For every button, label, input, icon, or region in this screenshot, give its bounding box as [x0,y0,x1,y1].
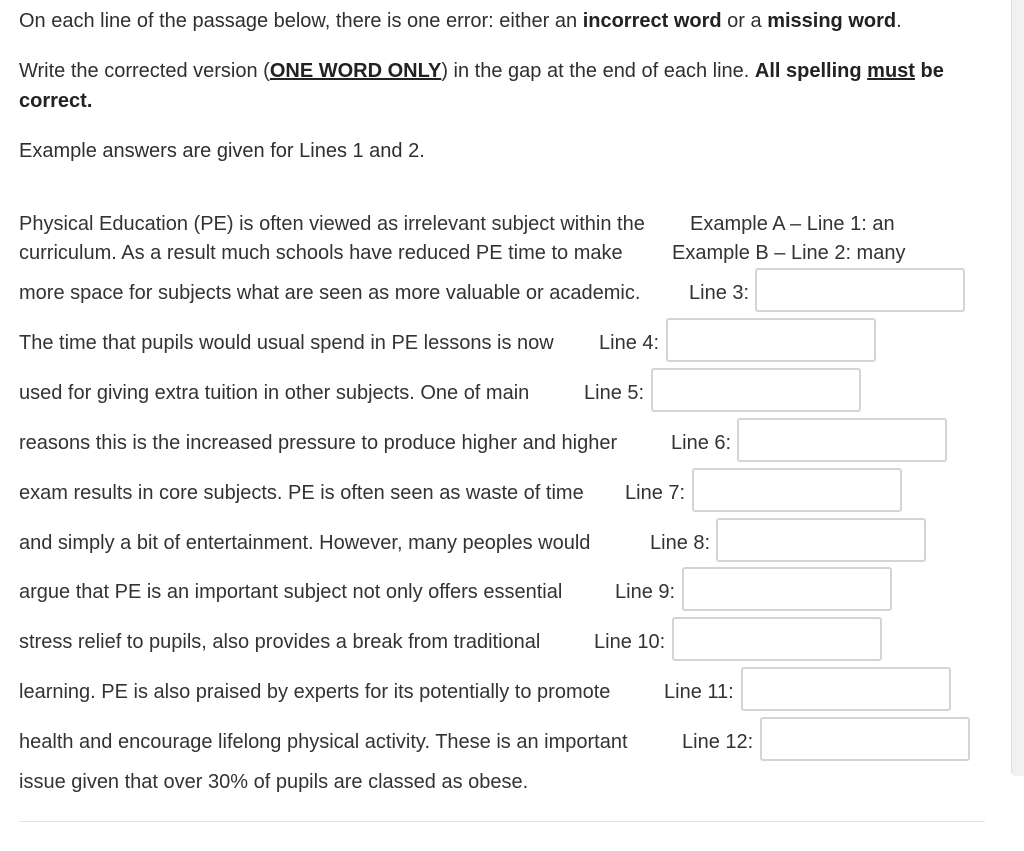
answer-box-line-4[interactable] [666,318,876,362]
passage-line-5: used for giving extra tuition in other subjects. One of main [19,382,530,404]
answer-input-line-9[interactable] [684,569,890,609]
answer-box-line-10[interactable] [672,617,882,661]
passage-line-8: and simply a bit of entertainment. However, many peoples would [19,532,591,554]
answer-label-line-8: Line 8: [650,532,711,554]
answer-input-line-4[interactable] [668,320,874,360]
answer-input-line-11[interactable] [743,669,949,709]
instruction-emphasis-one-word-only: ONE WORD ONLY [269,60,442,82]
passage-line-1: Physical Education (PE) is often viewed as irrelevant subject within the [19,213,645,235]
example-b: Example B – Line 2: many [672,242,906,264]
instruction-emphasis-correct: be correct. [19,60,944,112]
answer-input-line-5[interactable] [653,370,859,410]
answer-label-line-10: Line 10: [594,631,666,653]
instruction-line-3: Example answers are given for Lines 1 and 2. [19,140,425,162]
answer-box-line-7[interactable] [692,468,902,512]
answer-box-line-11[interactable] [741,667,951,711]
answer-box-line-12[interactable] [760,717,970,761]
passage-line-11: learning. PE is also praised by experts for its potentially to promote [19,681,611,703]
answer-input-line-7[interactable] [694,470,900,510]
instruction-line-1 [19,6,999,36]
passage-line-9: argue that PE is an important subject not only offers essential [19,581,563,603]
answer-box-line-9[interactable] [682,567,892,611]
instruction-emphasis-must: must [867,60,915,82]
answer-label-line-3: Line 3: [689,282,750,304]
passage-line-7: exam results in core subjects. PE is often seen as waste of time [19,482,584,504]
answer-label-line-11: Line 11: [664,681,734,703]
passage-line-4: The time that pupils would usual spend in PE lessons is now [19,332,554,354]
example-a: Example A – Line 1: an [690,213,895,235]
answer-label-line-4: Line 4: [599,332,660,354]
instruction-emphasis-missing-word: missing word [767,10,897,32]
answer-box-line-6[interactable] [737,418,947,462]
instruction-emphasis-incorrect-word: incorrect word [582,10,722,32]
answer-label-line-5: Line 5: [584,382,645,404]
answer-input-line-8[interactable] [718,520,924,560]
passage-line-10: stress relief to pupils, also provides a break from traditional [19,631,541,653]
instruction-text: . [896,10,902,32]
instruction-text: or a [721,10,768,32]
answer-input-line-10[interactable] [674,619,880,659]
answer-label-line-6: Line 6: [671,432,732,454]
answer-label-line-9: Line 9: [615,581,676,603]
answer-label-line-12: Line 12: [682,731,754,753]
answer-box-line-5[interactable] [651,368,861,412]
answer-label-line-7: Line 7: [625,482,686,504]
instruction-emphasis-spelling: All spelling [754,60,868,82]
passage-line-13: issue given that over 30% of pupils are classed as obese. [19,771,529,793]
passage-line-12: health and encourage lifelong physical activity. These is an important [19,731,628,753]
answer-box-line-8[interactable] [716,518,926,562]
answer-input-line-12[interactable] [762,719,968,759]
passage-line-2: curriculum. As a result much schools have reduced PE time to make [19,242,623,264]
instruction-text: On each line of the passage below, there is one error: either an [19,10,583,32]
instruction-text: Write the corrected version ( [19,60,270,82]
instruction-line-2 [19,56,994,116]
scrollbar[interactable] [1011,0,1024,776]
answer-box-line-3[interactable] [755,268,965,312]
answer-input-line-6[interactable] [739,420,945,460]
passage-line-3: more space for subjects what are seen as more valuable or academic. [19,282,641,304]
passage-line-6: reasons this is the increased pressure to produce higher and higher [19,432,618,454]
answer-input-line-3[interactable] [757,270,963,310]
section-divider [19,821,985,822]
instruction-text: ) in the gap at the end of each line. [441,60,755,82]
